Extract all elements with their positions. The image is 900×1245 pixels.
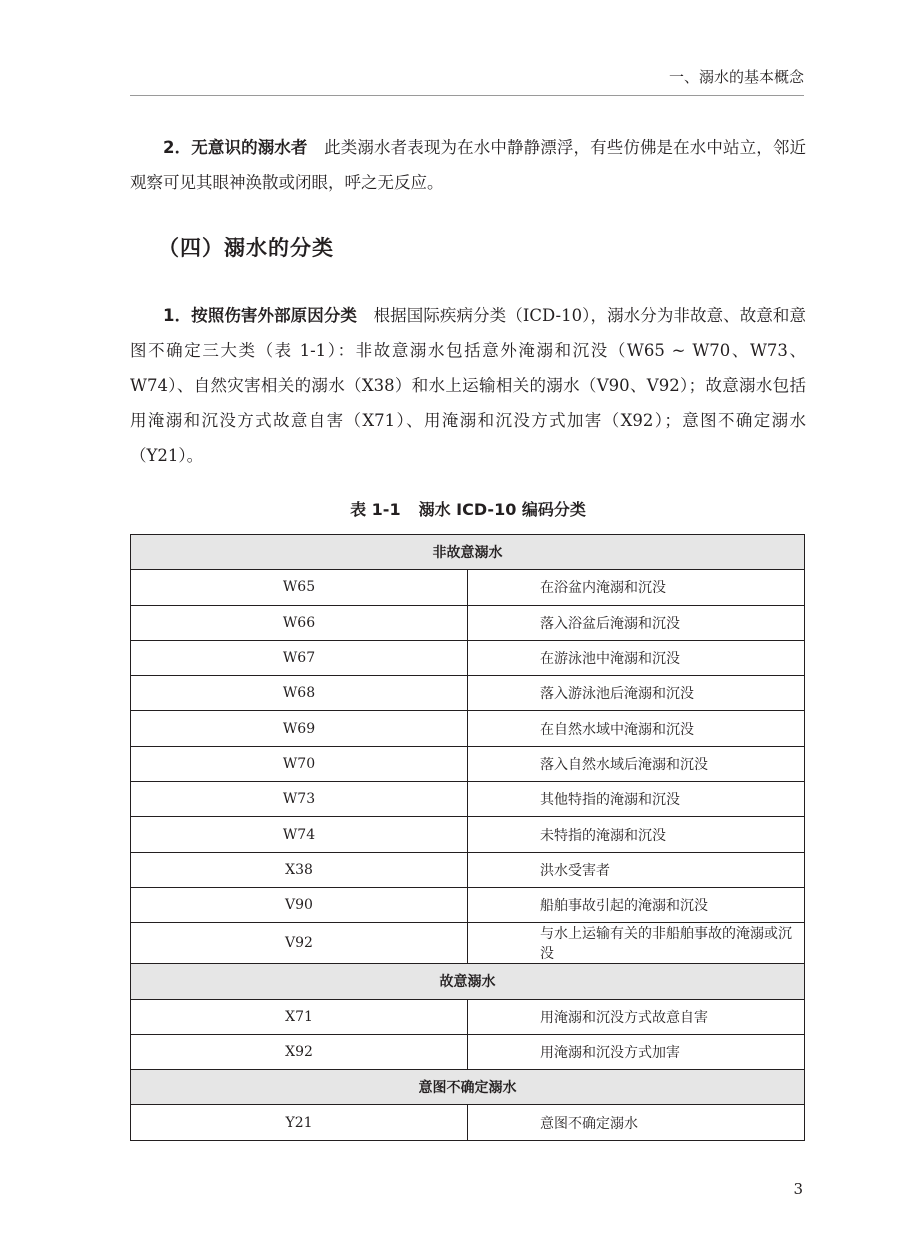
table-row (131, 640, 805, 675)
description-cell: 用淹溺和沉没方式加害 (468, 1034, 805, 1069)
table-row (131, 887, 805, 922)
table-row (131, 1034, 805, 1069)
group-title: 非故意溺水 (131, 535, 805, 570)
table-group-header (131, 535, 805, 570)
icd-code-cell: Y21 (131, 1105, 468, 1140)
icd-code-cell: X38 (131, 852, 468, 887)
table-caption-title: 溺水 ICD-10 编码分类 (418, 500, 586, 519)
icd-code-cell: X71 (131, 999, 468, 1034)
paragraph-classification (130, 298, 806, 473)
paragraph-lead: 1．按照伤害外部原因分类 (163, 306, 357, 325)
description-cell: 与水上运输有关的非船舶事故的淹溺或沉没 (468, 923, 805, 964)
icd-code-cell: W65 (131, 570, 468, 605)
table-row (131, 999, 805, 1034)
icd-code-cell: W73 (131, 782, 468, 817)
group-title: 故意溺水 (131, 964, 805, 999)
description-cell: 在浴盆内淹溺和沉没 (468, 570, 805, 605)
table-row (131, 570, 805, 605)
table-group-header (131, 964, 805, 999)
icd-code-cell: X92 (131, 1034, 468, 1069)
table-group-header (131, 1070, 805, 1105)
icd-classification-table (130, 534, 805, 1141)
table-caption (130, 497, 806, 520)
description-cell: 在游泳池中淹溺和沉没 (468, 640, 805, 675)
table-row (131, 711, 805, 746)
description-cell: 未特指的淹溺和沉没 (468, 817, 805, 852)
section-heading: （四）溺水的分类 (158, 236, 334, 260)
table-row (131, 746, 805, 781)
paragraph-body: 此类溺水者表现为在水中静静漂浮，有些仿佛是在水中站立，邻近观察可见其眼神涣散或闭眼，呼之无反应。 (130, 138, 807, 192)
header-divider (130, 95, 804, 96)
description-cell: 落入浴盆后淹溺和沉没 (468, 605, 805, 640)
icd-code-cell: V92 (131, 923, 468, 964)
table-row (131, 782, 805, 817)
table-row (131, 817, 805, 852)
paragraph-unconscious-drowning (130, 130, 806, 200)
description-cell: 意图不确定溺水 (468, 1105, 805, 1140)
description-cell: 用淹溺和沉没方式故意自害 (468, 999, 805, 1034)
icd-code-cell: W70 (131, 746, 468, 781)
paragraph-lead: 2．无意识的溺水者 (163, 138, 308, 157)
table-row (131, 923, 805, 964)
icd-code-cell: W68 (131, 676, 468, 711)
table-caption-number: 表 1-1 (350, 500, 401, 519)
description-cell: 船舶事故引起的淹溺和沉没 (468, 887, 805, 922)
paragraph-body: 根据国际疾病分类（ICD-10），溺水分为非故意、故意和意图不确定三大类（表 1-1）：非故意溺水包括意外淹溺和沉没（W65 ~ W70、W73、W74）、自然灾害相关的溺水（X38）和水上运输相关的溺水（V90、V92）；故意溺水包括用淹溺和沉没方式故意自害（X71）、用淹溺和沉没方式加害（X92）；意图不确定溺水（Y21）。 (130, 306, 807, 465)
running-head-title: 一、溺水的基本概念 (668, 68, 804, 86)
table-row (131, 1105, 805, 1140)
description-cell: 其他特指的淹溺和沉没 (468, 782, 805, 817)
page-number: 3 (793, 1180, 803, 1198)
icd-code-cell: W69 (131, 711, 468, 746)
table-row (131, 676, 805, 711)
table-row (131, 852, 805, 887)
table-row (131, 605, 805, 640)
icd-code-cell: W74 (131, 817, 468, 852)
description-cell: 在自然水域中淹溺和沉没 (468, 711, 805, 746)
icd-code-cell: W67 (131, 640, 468, 675)
group-title: 意图不确定溺水 (131, 1070, 805, 1105)
icd-code-cell: W66 (131, 605, 468, 640)
icd-code-cell: V90 (131, 887, 468, 922)
description-cell: 落入自然水域后淹溺和沉没 (468, 746, 805, 781)
description-cell: 洪水受害者 (468, 852, 805, 887)
description-cell: 落入游泳池后淹溺和沉没 (468, 676, 805, 711)
